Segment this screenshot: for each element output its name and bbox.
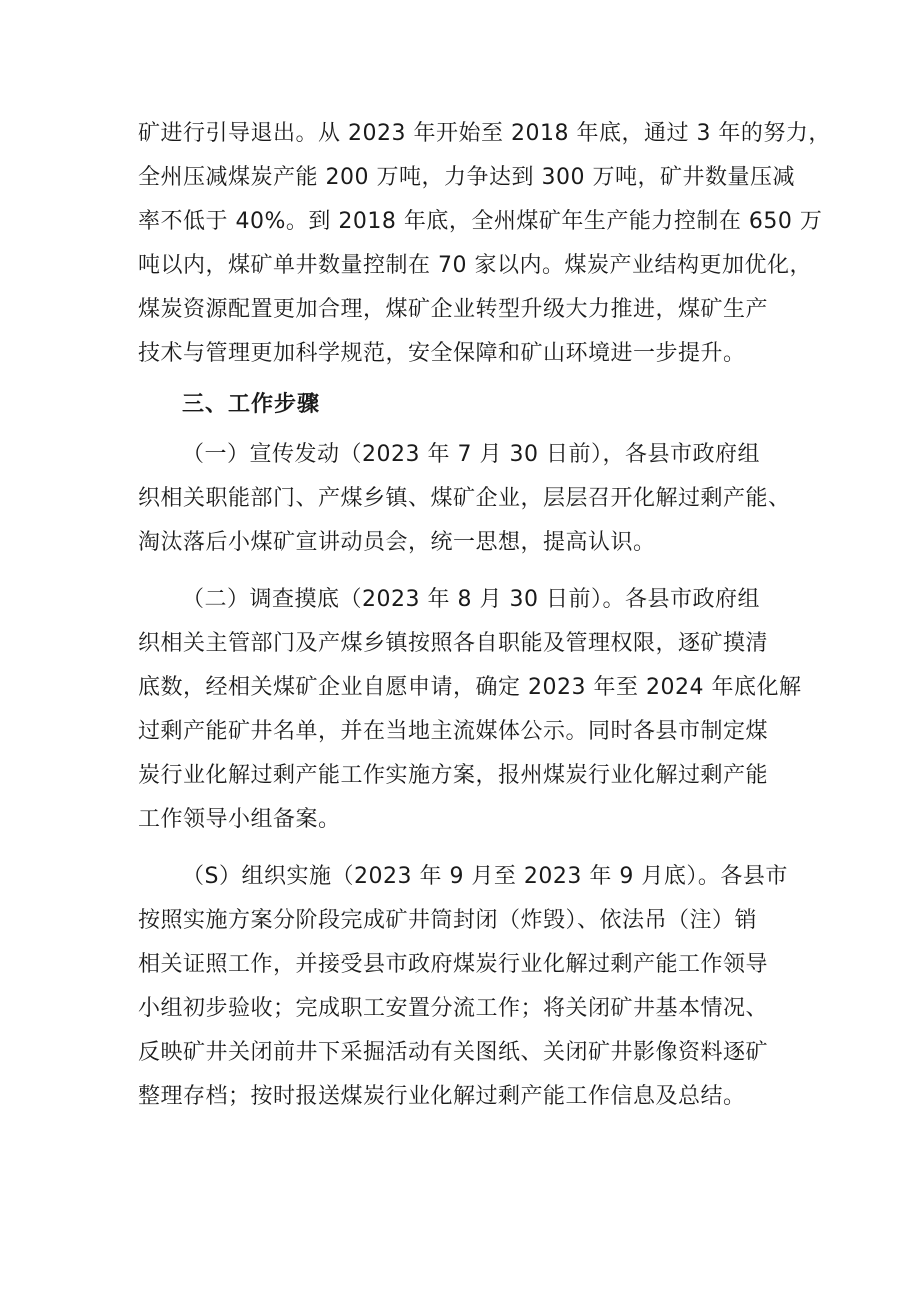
text-line: 织相关职能部门、产煤乡镇、煤矿企业，层层召开化解过剩产能、 bbox=[138, 486, 791, 511]
text-line: （S）组织实施（2023 年 9 月至 2023 年 9 月底）。各县市 bbox=[182, 864, 788, 889]
text-line: 工作领导小组备案。 bbox=[138, 807, 341, 832]
text-line: 织相关主管部门及产煤乡镇按照各自职能及管理权限，逐矿摸清 bbox=[138, 631, 769, 656]
document-body bbox=[138, 112, 831, 1132]
text-line: 矿进行引导退出。从 2023 年开始至 2018 年底，通过 3 年的努力， bbox=[138, 121, 831, 146]
text-line: 淘汰落后小煤矿宣讲动员会，统一思想，提高认识。 bbox=[138, 530, 656, 555]
paragraph-publicity bbox=[138, 433, 791, 565]
text-line: 过剩产能矿井名单，并在当地主流媒体公示。同时各县市制定煤 bbox=[138, 719, 769, 744]
text-line: 炭行业化解过剩产能工作实施方案，报州煤炭行业化解过剩产能 bbox=[138, 763, 769, 788]
section-heading: 三、工作步骤 bbox=[182, 392, 321, 417]
text-line: 相关证照工作，并接受县市政府煤炭行业化解过剩产能工作领导 bbox=[138, 952, 769, 977]
text-line: （二）调查摸底（2023 年 8 月 30 日前）。各县市政府组 bbox=[182, 587, 760, 612]
text-line: 技术与管理更加科学规范，安全保障和矿山环境进一步提升。 bbox=[138, 341, 746, 366]
text-line: （一）宣传发动（2023 年 7 月 30 日前），各县市政府组 bbox=[182, 442, 760, 467]
paragraph-implementation bbox=[138, 855, 788, 1119]
text-line: 反映矿井关闭前井下采掘活动有关图纸、关闭矿井影像资料逐矿 bbox=[138, 1040, 769, 1065]
text-line: 煤炭资源配置更加合理，煤矿企业转型升级大力推进，煤矿生产 bbox=[138, 297, 769, 322]
text-line: 吨以内，煤矿单井数量控制在 70 家以内。煤炭产业结构更加优化， bbox=[138, 253, 812, 278]
text-line: 底数，经相关煤矿企业自愿申请，确定 2023 年至 2024 年底化解 bbox=[138, 675, 802, 700]
text-line: 按照实施方案分阶段完成矿井筒封闭（炸毁）、依法吊（注）销 bbox=[138, 908, 758, 933]
paragraph-investigation bbox=[138, 578, 802, 842]
text-line: 整理存档；按时报送煤炭行业化解过剩产能工作信息及总结。 bbox=[138, 1084, 746, 1109]
paragraph-goals bbox=[138, 112, 831, 376]
text-line: 全州压减煤炭产能 200 万吨，力争达到 300 万吨，矿井数量压减 bbox=[138, 165, 795, 190]
text-line: 小组初步验收；完成职工安置分流工作；将关闭矿井基本情况、 bbox=[138, 996, 769, 1021]
text-line: 率不低于 40%。到 2018 年底，全州煤矿年生产能力控制在 650 万 bbox=[138, 209, 823, 234]
